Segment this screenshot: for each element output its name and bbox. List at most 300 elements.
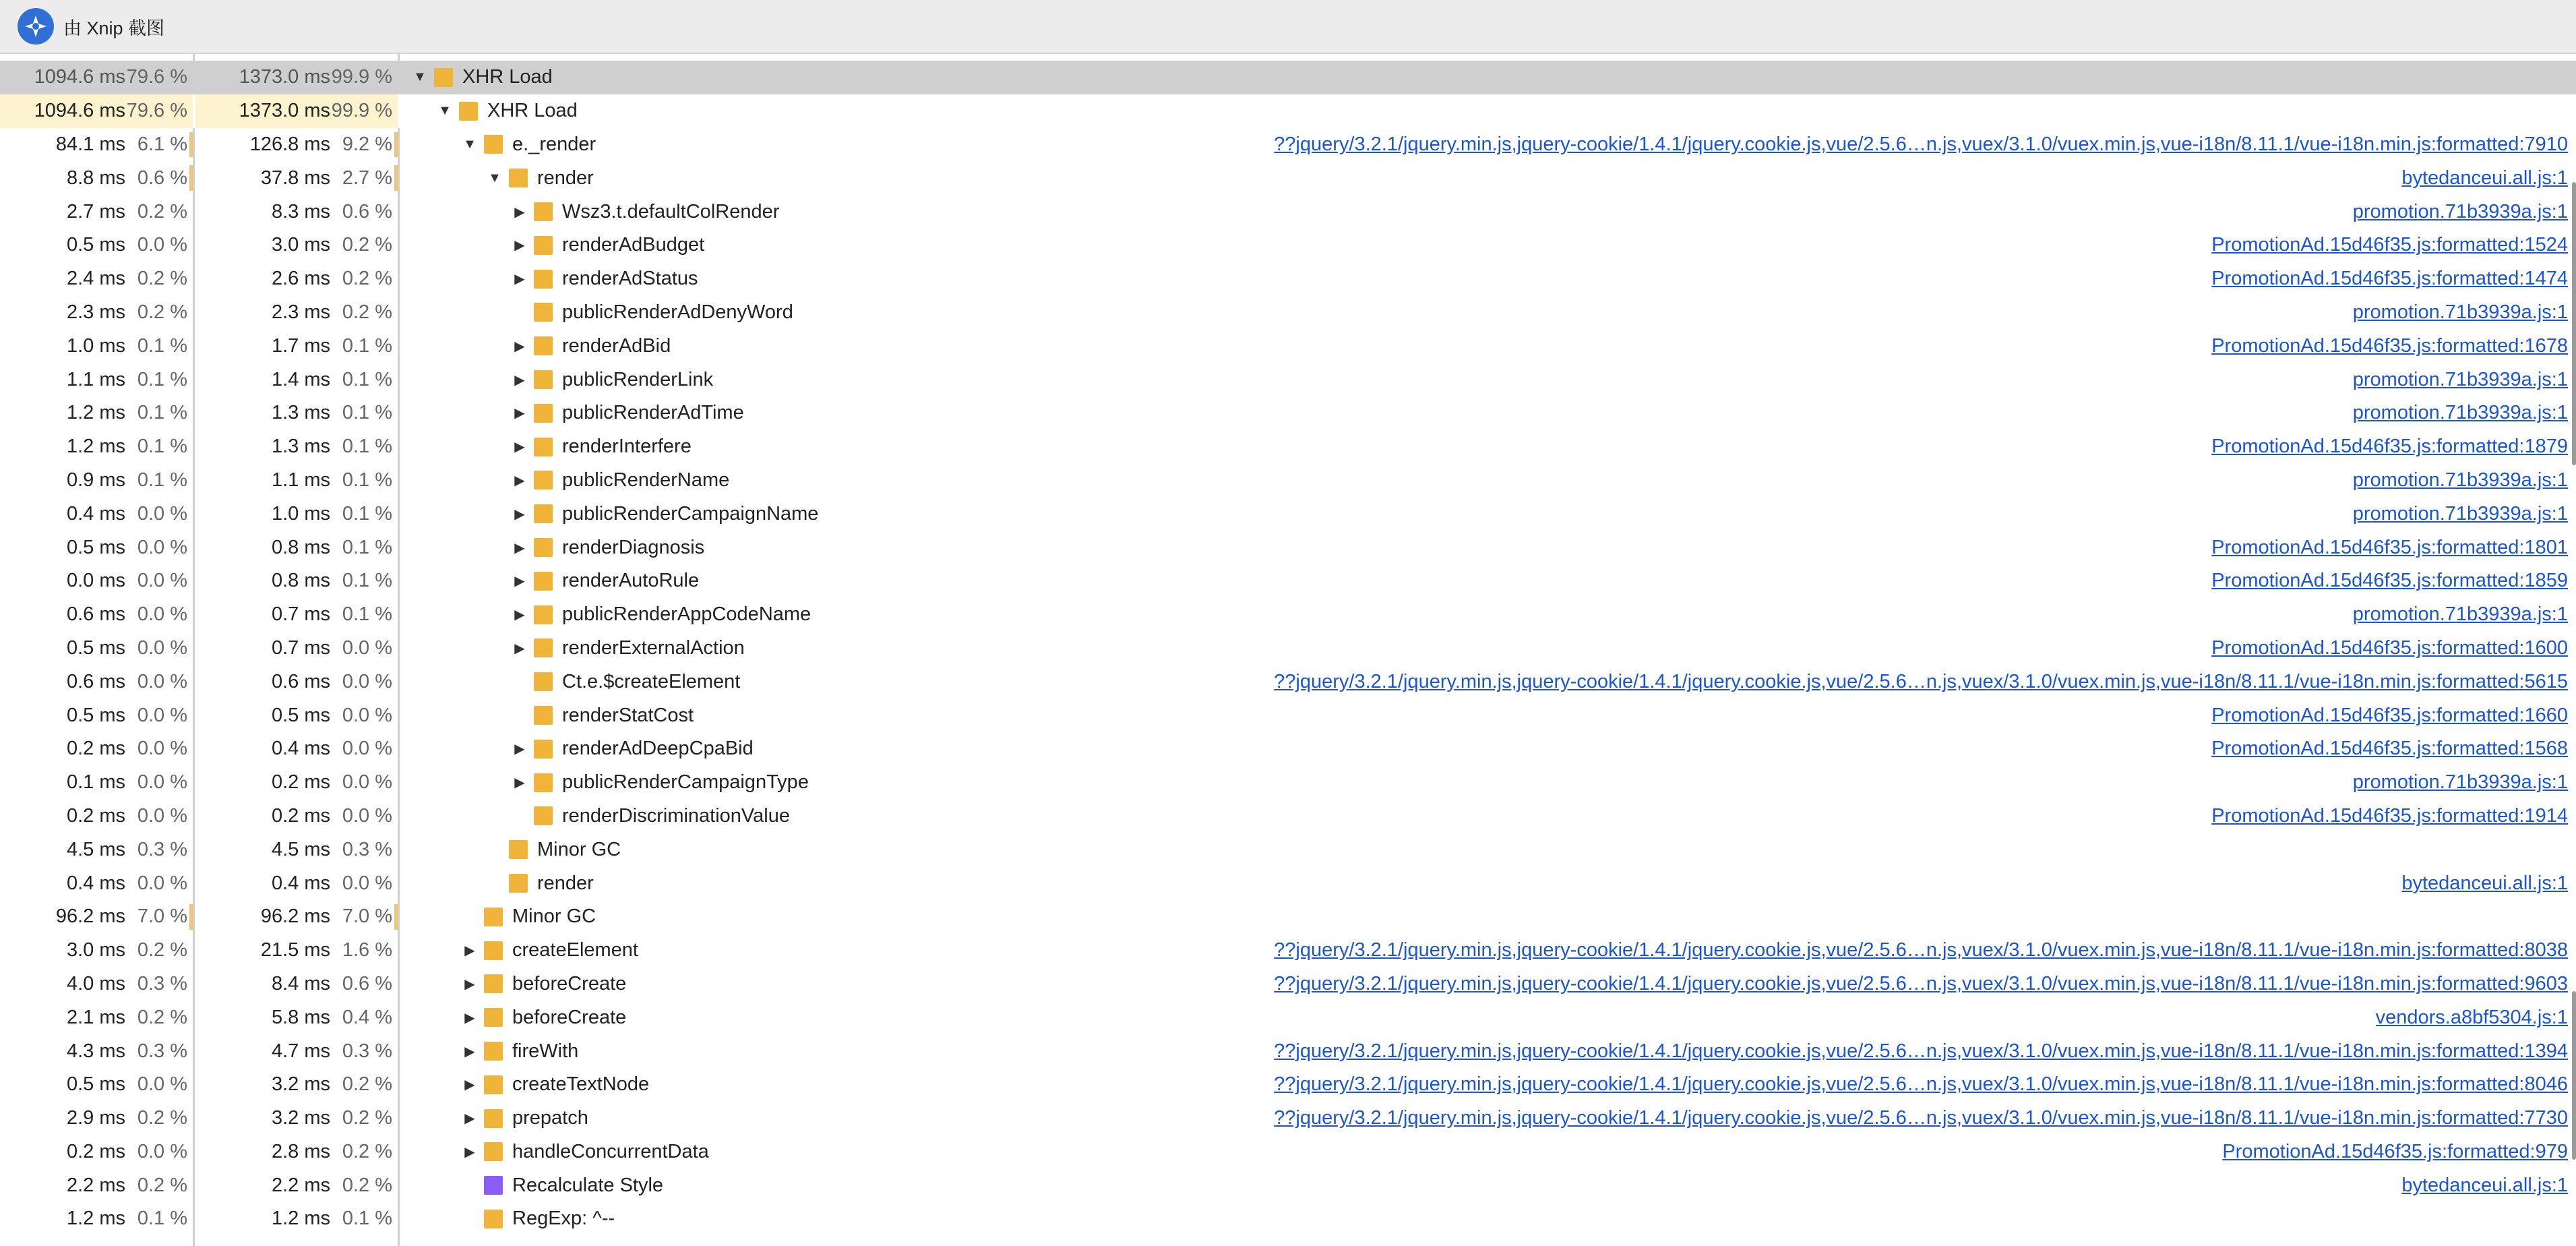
total-percent: 0.2 % [342,268,392,290]
self-time: 0.4 ms [66,502,125,525]
self-time: 0.2 ms [66,738,125,760]
expand-triangle-icon[interactable]: ▶ [514,473,525,488]
source-link[interactable]: promotion.71b3939a.js:1 [2352,368,2568,390]
total-percent: 0.1 % [342,536,392,558]
self-time: 0.5 ms [66,536,125,558]
self-time: 0.5 ms [66,234,125,256]
total-time-cell [195,363,398,396]
source-link[interactable]: PromotionAd.15d46f35.js:formatted:1600 [2211,636,2568,659]
tree-row[interactable] [0,430,2576,464]
self-heat-bar [189,904,193,930]
total-percent: 2.7 % [342,167,392,189]
scripting-category-swatch [534,672,553,691]
source-link[interactable]: PromotionAd.15d46f35.js:formatted:1660 [2211,704,2568,726]
tree-row[interactable] [0,699,2576,732]
tree-row[interactable] [0,564,2576,598]
self-time-cell [0,1202,193,1236]
tree-row[interactable] [0,363,2576,396]
collapse-triangle-icon[interactable]: ▼ [438,103,452,119]
scripting-category-swatch [484,1109,503,1128]
total-time: 0.5 ms [271,704,330,726]
self-time: 0.5 ms [66,1073,125,1096]
total-heat-bar [394,165,398,191]
source-link[interactable]: PromotionAd.15d46f35.js:formatted:979 [2222,1140,2568,1162]
self-time-cell [0,1135,193,1169]
total-percent: 0.0 % [342,771,392,794]
self-time-cell [0,833,193,866]
total-percent: 0.2 % [342,301,392,323]
self-time: 2.2 ms [66,1174,125,1196]
total-time: 0.6 ms [271,670,330,692]
total-time-cell [195,900,398,934]
total-time-cell [195,968,398,1001]
self-time: 1.2 ms [66,402,125,424]
self-heat-bar [189,132,193,158]
source-link[interactable]: bytedanceui.all.js:1 [2401,1174,2568,1196]
activity-cell [402,61,2576,94]
total-time: 3.2 ms [271,1107,330,1129]
scripting-category-swatch [484,135,503,154]
total-percent: 99.9 % [331,100,392,122]
self-percent: 0.0 % [137,872,187,894]
scripting-category-swatch [534,336,553,355]
scripting-category-swatch [459,102,478,121]
total-percent: 0.1 % [342,469,392,491]
total-time-cell [195,1034,398,1068]
tree-row[interactable] [0,329,2576,363]
self-time-cell [0,1168,193,1202]
self-time: 4.3 ms [66,1040,125,1062]
activity-cell [402,1168,2576,1202]
activity-name: renderAdBudget [562,234,705,256]
total-time-cell [195,262,398,296]
activity-name: publicRenderCampaignType [562,771,809,794]
tree-row[interactable] [0,195,2576,229]
source-link[interactable]: bytedanceui.all.js:1 [2401,872,2568,894]
scripting-category-swatch [484,1142,503,1161]
tree-row[interactable] [0,396,2576,430]
expand-triangle-icon[interactable]: ▶ [464,1010,475,1026]
scripting-category-swatch [484,908,503,926]
scripting-category-swatch [484,941,503,960]
total-percent: 0.0 % [342,704,392,726]
self-percent: 7.0 % [137,906,187,928]
source-link[interactable]: bytedanceui.all.js:1 [2401,167,2568,189]
self-time-cell [0,531,193,564]
activity-cell [402,866,2576,900]
activity-cell [402,1202,2576,1236]
total-time-cell [195,497,398,531]
self-percent: 0.2 % [137,1107,187,1129]
total-percent: 9.2 % [342,133,392,155]
tree-row[interactable] [0,1001,2576,1034]
total-percent: 0.1 % [342,570,392,592]
activity-name: Wsz3.t.defaultColRender [562,200,780,222]
total-time-cell [195,598,398,632]
total-percent: 0.0 % [342,872,392,894]
tree-row[interactable] [0,732,2576,766]
self-time: 2.7 ms [66,200,125,222]
total-time-cell [195,632,398,665]
activity-name: Recalculate Style [512,1174,664,1196]
self-time-cell [0,497,193,531]
expand-triangle-icon[interactable]: ▶ [514,440,525,455]
expand-triangle-icon[interactable]: ▶ [514,272,525,287]
activity-name: renderAdStatus [562,268,698,290]
total-time-cell [195,800,398,833]
tree-row[interactable] [0,1202,2576,1236]
expand-triangle-icon[interactable]: ▶ [514,775,525,791]
activity-cell [402,464,2576,498]
self-time: 4.0 ms [66,972,125,995]
tree-row[interactable] [0,61,2576,94]
activity-name: createTextNode [512,1073,650,1096]
total-time: 4.7 ms [271,1040,330,1062]
expand-triangle-icon[interactable]: ▶ [464,1111,475,1127]
total-time-cell [195,396,398,430]
total-time-cell [195,195,398,229]
self-time: 2.4 ms [66,268,125,290]
source-link[interactable]: ??jquery/3.2.1/jquery.min.js,jquery-cookie/1.4.1/jquery.cookie.js,vue/2.5.6…n.js,vuex/3.1.0/vuex.min.js,vue-i18n/8.11.1/vue-i18n.min.js:formatted:8038 [1274,939,2568,961]
total-time: 0.7 ms [271,636,330,659]
source-link[interactable]: vendors.a8bf5304.js:1 [2375,1006,2568,1028]
activity-cell [402,296,2576,330]
source-link[interactable]: ??jquery/3.2.1/jquery.min.js,jquery-cookie/1.4.1/jquery.cookie.js,vue/2.5.6…n.js,vuex/3.1.0/vuex.min.js,vue-i18n/8.11.1/vue-i18n.min.js:formatted:7910 [1274,133,2568,155]
total-time: 3.2 ms [271,1073,330,1096]
tree-row[interactable] [0,464,2576,498]
activity-name: beforeCreate [512,972,627,995]
scripting-category-swatch [534,639,553,657]
total-time: 0.4 ms [271,738,330,760]
tree-row[interactable] [0,934,2576,968]
tree-row[interactable] [0,128,2576,162]
source-link[interactable]: PromotionAd.15d46f35.js:formatted:1678 [2211,334,2568,357]
total-time-cell [195,766,398,800]
total-time-cell [195,94,398,128]
source-link[interactable]: ??jquery/3.2.1/jquery.min.js,jquery-cookie/1.4.1/jquery.cookie.js,vue/2.5.6…n.js,vuex/3.1.0/vuex.min.js,vue-i18n/8.11.1/vue-i18n.min.js:formatted:8046 [1274,1073,2568,1096]
activity-name: publicRenderLink [562,368,714,390]
self-percent: 0.2 % [137,1006,187,1028]
self-time-cell [0,363,193,396]
total-time: 1.0 ms [271,502,330,525]
scroll-marker-upper [2572,182,2576,465]
source-link[interactable]: promotion.71b3939a.js:1 [2352,402,2568,424]
total-time: 0.7 ms [271,603,330,626]
tree-row[interactable] [0,766,2576,800]
tree-row[interactable] [0,1068,2576,1102]
self-time-cell [0,699,193,732]
source-link[interactable]: ??jquery/3.2.1/jquery.min.js,jquery-cookie/1.4.1/jquery.cookie.js,vue/2.5.6…n.js,vuex/3.1.0/vuex.min.js,vue-i18n/8.11.1/vue-i18n.min.js:formatted:1394 [1274,1040,2568,1062]
tree-row[interactable] [0,665,2576,699]
total-percent: 0.1 % [342,1208,392,1230]
tree-row[interactable] [0,968,2576,1001]
scripting-category-swatch [434,68,453,87]
self-percent: 0.1 % [137,469,187,491]
expand-triangle-icon[interactable]: ▶ [514,204,525,220]
scripting-category-swatch [484,974,503,993]
activity-cell [402,497,2576,531]
tree-row[interactable] [0,1168,2576,1202]
self-percent: 0.0 % [137,570,187,592]
total-time: 1.4 ms [271,368,330,390]
activity-name: render [537,872,594,894]
self-time: 0.5 ms [66,636,125,659]
activity-cell [402,94,2576,128]
expand-triangle-icon[interactable]: ▶ [514,742,525,757]
scripting-category-swatch [534,404,553,423]
total-percent: 0.1 % [342,502,392,525]
self-time-cell [0,94,193,128]
tree-row[interactable] [0,632,2576,665]
total-time: 1.3 ms [271,402,330,424]
total-time-cell [195,1135,398,1169]
expand-triangle-icon[interactable]: ▶ [464,1144,475,1160]
xnip-logo-icon [18,8,54,44]
total-heat-bar [394,132,398,158]
scripting-category-swatch [534,270,553,289]
collapse-triangle-icon[interactable]: ▼ [463,136,477,152]
activity-name: render [537,167,594,189]
activity-cell [402,766,2576,800]
source-link[interactable]: PromotionAd.15d46f35.js:formatted:1568 [2211,738,2568,760]
self-percent: 0.0 % [137,1073,187,1096]
scripting-category-swatch [484,1210,503,1228]
tree-row[interactable] [0,262,2576,296]
scripting-category-swatch [484,1008,503,1027]
activity-name: renderStatCost [562,704,694,726]
tree-row[interactable] [0,598,2576,632]
scripting-category-swatch [534,370,553,389]
total-time-cell [195,1068,398,1102]
source-link[interactable]: PromotionAd.15d46f35.js:formatted:1914 [2211,804,2568,827]
total-percent: 0.0 % [342,636,392,659]
activity-name: renderAdDeepCpaBid [562,738,754,760]
scripting-category-swatch [534,806,553,825]
activity-name: publicRenderCampaignName [562,502,819,525]
total-time: 2.3 ms [271,301,330,323]
tree-row[interactable] [0,866,2576,900]
total-time-cell [195,1168,398,1202]
activity-cell [402,363,2576,396]
total-time: 96.2 ms [260,906,330,928]
tree-row[interactable] [0,1034,2576,1068]
tree-row[interactable] [0,296,2576,330]
expand-triangle-icon[interactable]: ▶ [514,506,525,522]
self-percent: 0.3 % [137,1040,187,1062]
self-time-cell [0,866,193,900]
total-time-cell [195,732,398,766]
total-time: 37.8 ms [260,167,330,189]
self-time: 1.1 ms [66,368,125,390]
activity-cell [402,1001,2576,1034]
tree-row[interactable] [0,900,2576,934]
expand-triangle-icon[interactable]: ▶ [514,540,525,556]
total-time-cell [195,296,398,330]
activity-name: publicRenderAdTime [562,402,744,424]
total-time: 2.2 ms [271,1174,330,1196]
activity-cell [402,833,2576,866]
scripting-category-swatch [484,1075,503,1094]
self-time-cell [0,598,193,632]
self-time: 96.2 ms [55,906,125,928]
self-percent: 0.0 % [137,670,187,692]
scripting-category-swatch [534,605,553,624]
expand-triangle-icon[interactable]: ▶ [514,641,525,656]
total-time-cell [195,229,398,262]
total-time: 1373.0 ms [239,66,330,88]
self-percent: 79.6 % [126,100,187,122]
self-time: 1.2 ms [66,1208,125,1230]
activity-name: renderDiscriminationValue [562,804,790,827]
source-link[interactable]: PromotionAd.15d46f35.js:formatted:1859 [2211,570,2568,592]
self-time-cell [0,229,193,262]
tree-row[interactable] [0,1135,2576,1169]
self-time-cell [0,464,193,498]
app-title: 由 Xnip 截图 [63,18,165,38]
scripting-category-swatch [509,169,528,187]
self-percent: 0.0 % [137,234,187,256]
expand-triangle-icon[interactable]: ▶ [514,338,525,354]
total-heat-bar [394,904,398,930]
tree-row[interactable] [0,94,2576,128]
self-percent: 0.3 % [137,838,187,860]
total-time-cell [195,665,398,699]
total-time: 0.2 ms [271,804,330,827]
self-time-cell [0,766,193,800]
activity-cell [402,900,2576,934]
expand-triangle-icon[interactable]: ▶ [464,943,475,959]
scripting-category-swatch [534,773,553,792]
self-time: 0.2 ms [66,804,125,827]
self-time: 8.8 ms [66,167,125,189]
self-time-cell [0,1001,193,1034]
self-time: 0.4 ms [66,872,125,894]
self-time-cell [0,1034,193,1068]
self-time-cell [0,632,193,665]
self-heat-bar [189,165,193,191]
total-time: 5.8 ms [271,1006,330,1028]
expand-triangle-icon[interactable]: ▶ [514,238,525,254]
source-link[interactable]: promotion.71b3939a.js:1 [2352,200,2568,222]
self-percent: 0.3 % [137,972,187,995]
self-percent: 0.1 % [137,436,187,458]
source-link[interactable]: promotion.71b3939a.js:1 [2352,469,2568,491]
activity-name: RegExp: ^-- [512,1208,615,1230]
tree-row[interactable] [0,531,2576,564]
collapse-triangle-icon[interactable]: ▼ [413,69,427,85]
total-percent: 0.2 % [342,234,392,256]
total-time: 0.2 ms [271,771,330,794]
self-time: 0.2 ms [66,1140,125,1162]
self-time-cell [0,732,193,766]
self-percent: 0.0 % [137,771,187,794]
total-time-cell [195,934,398,968]
activity-name: handleConcurrentData [512,1140,709,1162]
self-time: 2.9 ms [66,1107,125,1129]
self-time-cell [0,396,193,430]
source-link[interactable]: promotion.71b3939a.js:1 [2352,301,2568,323]
self-time-cell [0,430,193,464]
source-link[interactable]: promotion.71b3939a.js:1 [2352,603,2568,626]
self-time-cell [0,1068,193,1102]
tree-row[interactable] [0,833,2576,866]
source-link[interactable]: promotion.71b3939a.js:1 [2352,502,2568,525]
tree-row[interactable] [0,1102,2576,1135]
source-link[interactable]: ??jquery/3.2.1/jquery.min.js,jquery-cookie/1.4.1/jquery.cookie.js,vue/2.5.6…n.js,vuex/3.1.0/vuex.min.js,vue-i18n/8.11.1/vue-i18n.min.js:formatted:5615 [1274,670,2568,692]
tree-row[interactable] [0,497,2576,531]
self-percent: 0.2 % [137,301,187,323]
self-time: 0.5 ms [66,704,125,726]
self-time-cell [0,128,193,162]
self-percent: 0.2 % [137,200,187,222]
source-link[interactable]: PromotionAd.15d46f35.js:formatted:1524 [2211,234,2568,256]
activity-name: renderDiagnosis [562,536,705,558]
total-time: 2.6 ms [271,268,330,290]
total-time: 0.4 ms [271,872,330,894]
tree-row[interactable] [0,161,2576,195]
tree-row[interactable] [0,229,2576,262]
self-time: 1094.6 ms [34,66,125,88]
expand-triangle-icon[interactable]: ▶ [514,406,525,421]
total-time: 8.4 ms [271,972,330,995]
source-link[interactable]: PromotionAd.15d46f35.js:formatted:1879 [2211,436,2568,458]
source-link[interactable]: ??jquery/3.2.1/jquery.min.js,jquery-cookie/1.4.1/jquery.cookie.js,vue/2.5.6…n.js,vuex/3.1.0/vuex.min.js,vue-i18n/8.11.1/vue-i18n.min.js:formatted:9603 [1274,972,2568,995]
activity-cell [402,195,2576,229]
expand-triangle-icon[interactable]: ▶ [514,574,525,589]
activity-name: Minor GC [537,838,621,860]
activity-name: Ct.e.$createElement [562,670,741,692]
scripting-category-swatch [484,1042,503,1061]
total-time: 4.5 ms [271,838,330,860]
source-link[interactable]: PromotionAd.15d46f35.js:formatted:1801 [2211,536,2568,558]
total-time-cell [195,699,398,732]
activity-name: renderAdBid [562,334,671,357]
activity-name: renderExternalAction [562,636,745,659]
source-link[interactable]: ??jquery/3.2.1/jquery.min.js,jquery-cookie/1.4.1/jquery.cookie.js,vue/2.5.6…n.js,vuex/3.1.0/vuex.min.js,vue-i18n/8.11.1/vue-i18n.min.js:formatted:7730 [1274,1107,2568,1129]
activity-name: publicRenderAdDenyWord [562,301,793,323]
total-time: 1.3 ms [271,436,330,458]
activity-name: e._render [512,133,596,155]
scroll-marker-lower [2572,991,2576,1160]
self-time-cell [0,800,193,833]
total-time: 0.8 ms [271,570,330,592]
tree-row[interactable] [0,800,2576,833]
expand-triangle-icon[interactable]: ▶ [514,607,525,623]
call-tree-grid [0,61,2576,1246]
activity-name: XHR Load [487,100,578,122]
self-time-cell [0,329,193,363]
total-percent: 0.1 % [342,334,392,357]
scripting-category-swatch [509,874,528,893]
activity-name: fireWith [512,1040,579,1062]
expand-triangle-icon[interactable]: ▶ [464,976,475,992]
total-percent: 0.2 % [342,1140,392,1162]
self-percent: 0.0 % [137,738,187,760]
source-link[interactable]: PromotionAd.15d46f35.js:formatted:1474 [2211,268,2568,290]
self-time: 0.6 ms [66,603,125,626]
self-percent: 0.1 % [137,402,187,424]
total-percent: 7.0 % [342,906,392,928]
expand-triangle-icon[interactable]: ▶ [514,372,525,388]
source-link[interactable]: promotion.71b3939a.js:1 [2352,771,2568,794]
total-time-cell [195,564,398,598]
expand-triangle-icon[interactable]: ▶ [464,1077,475,1093]
collapse-triangle-icon[interactable]: ▼ [488,170,501,185]
expand-triangle-icon[interactable]: ▶ [464,1044,475,1059]
self-percent: 0.0 % [137,1140,187,1162]
activity-cell [402,161,2576,195]
total-time-cell [195,866,398,900]
